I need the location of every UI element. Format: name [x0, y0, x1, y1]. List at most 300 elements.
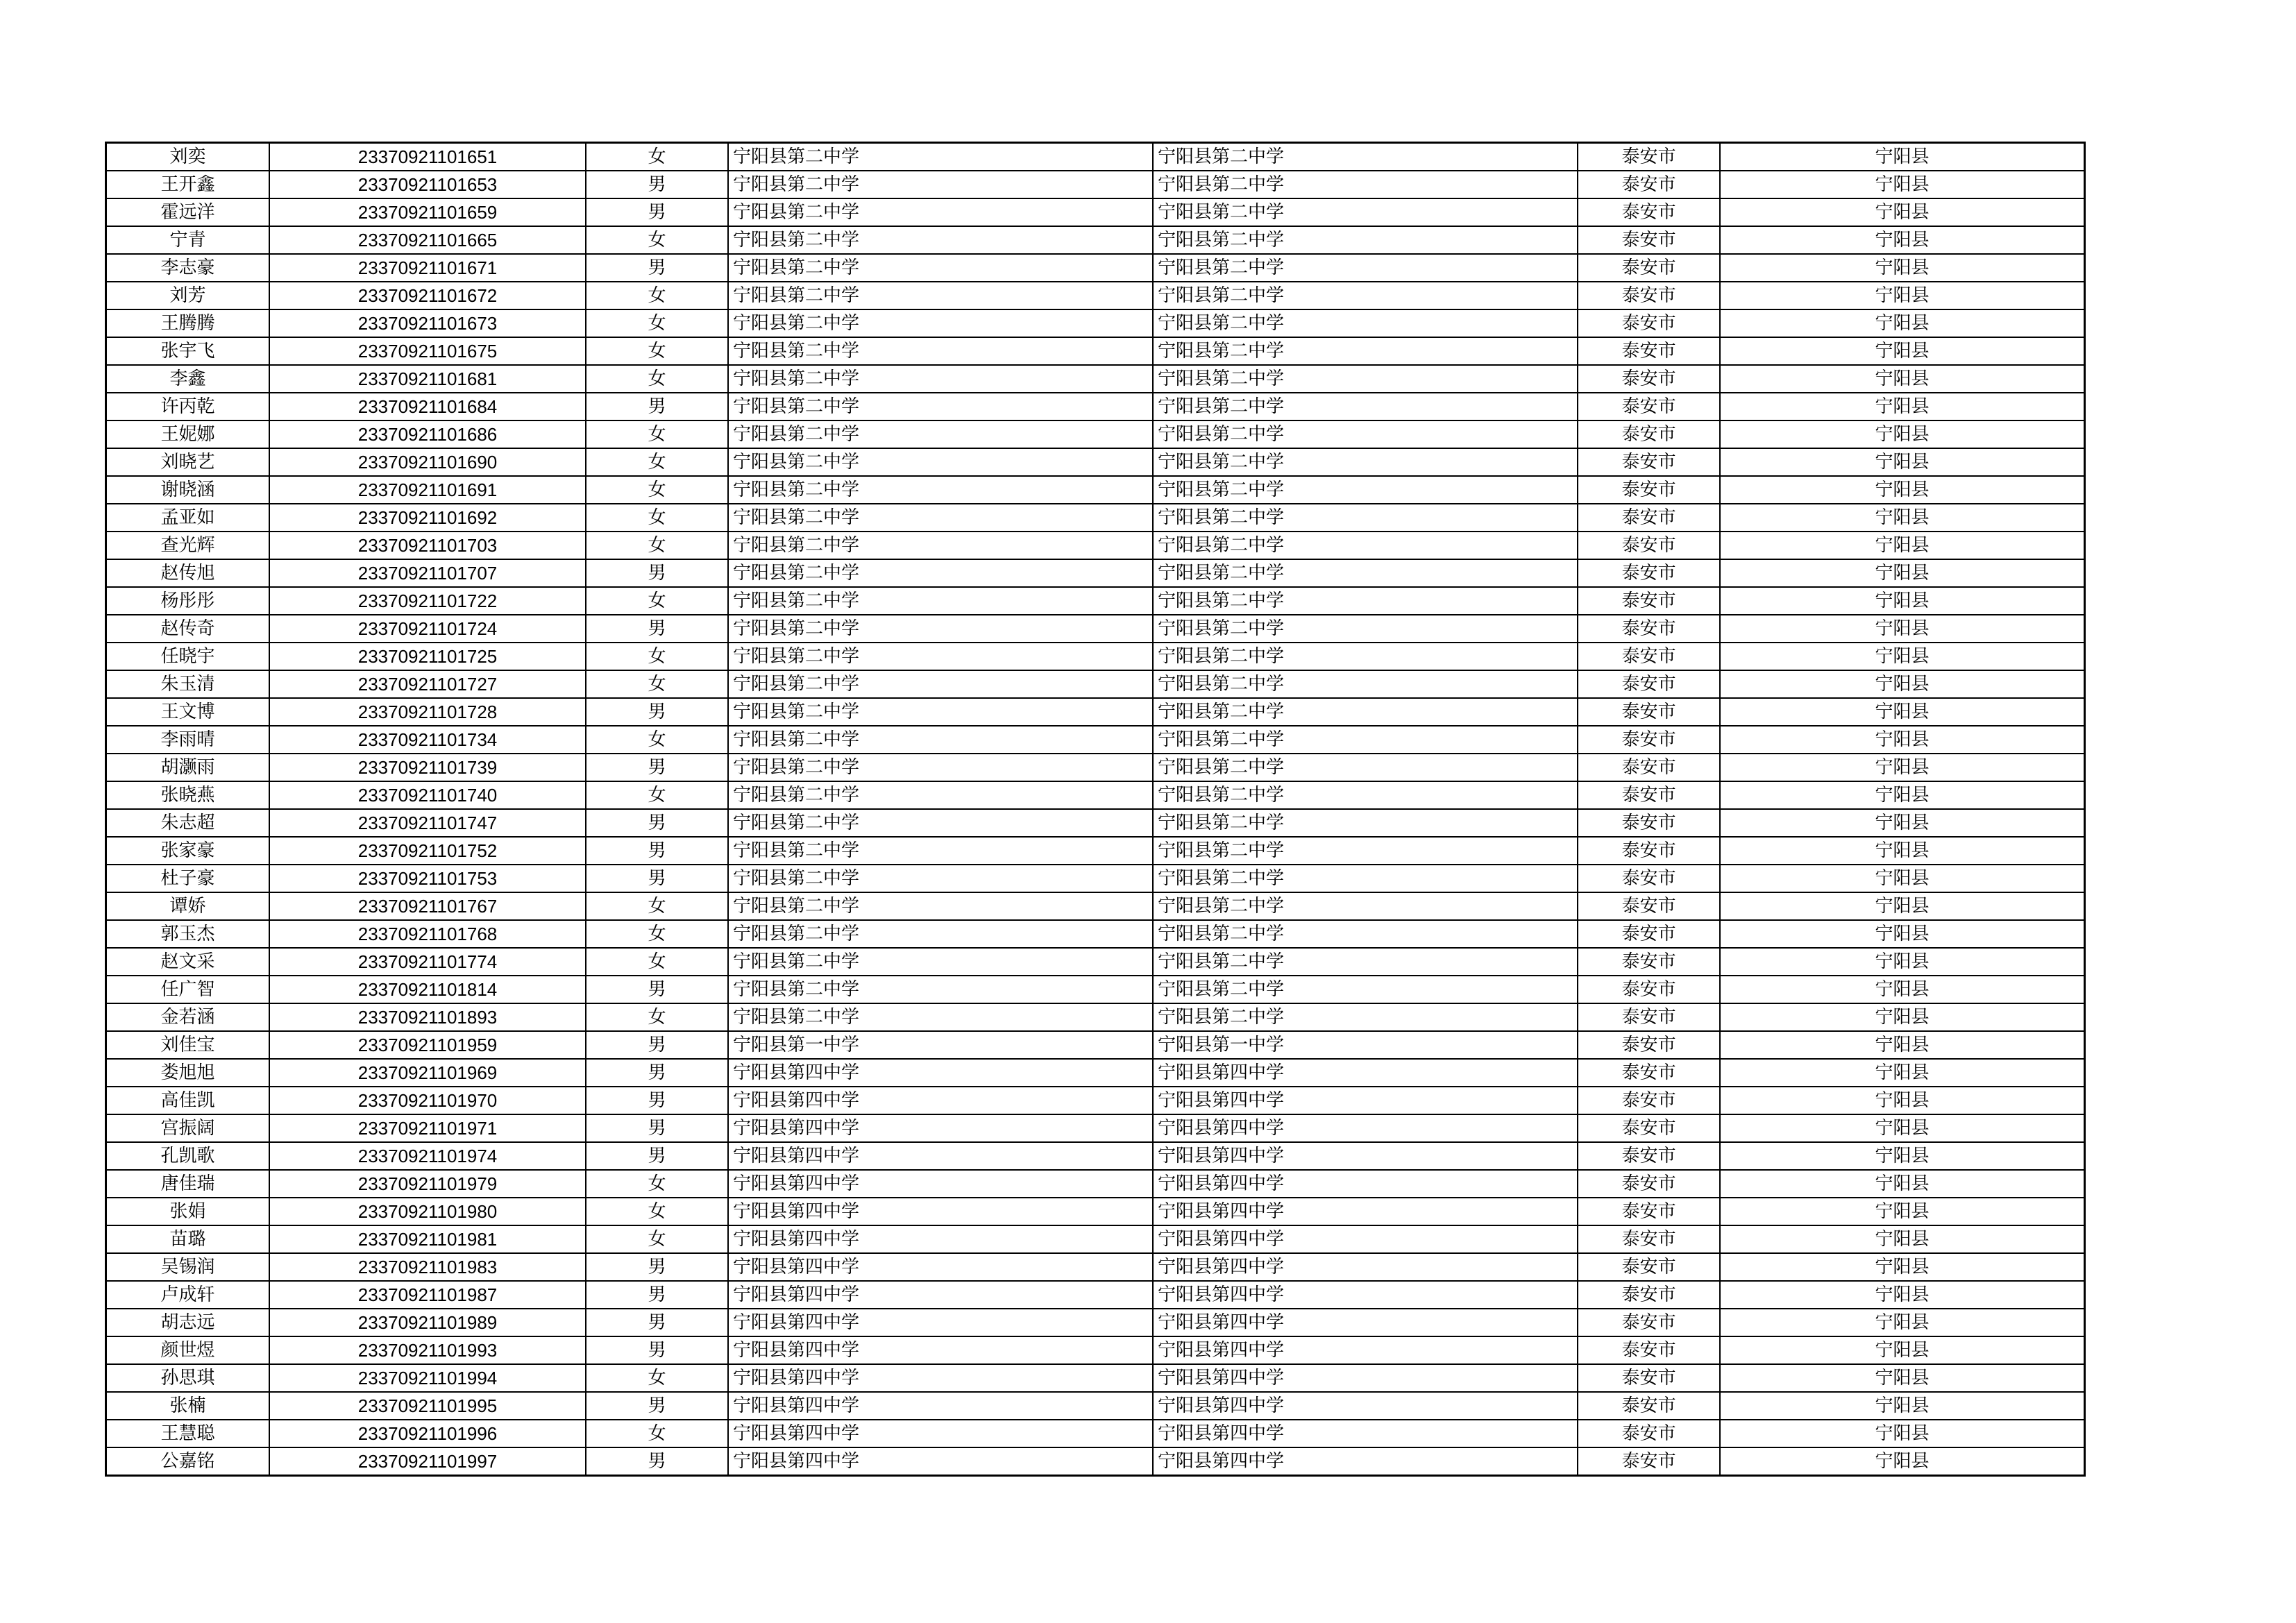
school-cell: 宁阳县第二中学	[728, 393, 1153, 420]
student-name-cell: 任晓宇	[106, 643, 270, 670]
exam-id-cell: 23370921101997	[269, 1447, 586, 1476]
exam-id-cell: 23370921101980	[269, 1198, 586, 1225]
exam-id-cell: 23370921101675	[269, 337, 586, 365]
gender-cell: 女	[586, 892, 728, 920]
county-cell: 宁阳县	[1720, 1059, 2085, 1087]
table-row	[106, 171, 2085, 198]
table-row	[106, 865, 2085, 892]
county-cell: 宁阳县	[1720, 1253, 2085, 1281]
city-cell: 泰安市	[1578, 698, 1720, 726]
student-roster-table	[105, 142, 2086, 1477]
student-name-cell: 张楠	[106, 1392, 270, 1420]
gender-cell: 女	[586, 365, 728, 393]
school-cell: 宁阳县第四中学	[728, 1253, 1153, 1281]
admission-school-cell: 宁阳县第二中学	[1153, 254, 1578, 282]
admission-school-cell: 宁阳县第二中学	[1153, 476, 1578, 504]
city-cell: 泰安市	[1578, 226, 1720, 254]
gender-cell: 男	[586, 1281, 728, 1309]
gender-cell: 男	[586, 837, 728, 865]
admission-school-cell: 宁阳县第二中学	[1153, 809, 1578, 837]
admission-school-cell: 宁阳县第四中学	[1153, 1142, 1578, 1170]
gender-cell: 男	[586, 393, 728, 420]
student-name-cell: 公嘉铭	[106, 1447, 270, 1476]
county-cell: 宁阳县	[1720, 1420, 2085, 1447]
county-cell: 宁阳县	[1720, 781, 2085, 809]
county-cell: 宁阳县	[1720, 587, 2085, 615]
city-cell: 泰安市	[1578, 1281, 1720, 1309]
exam-id-cell: 23370921101692	[269, 504, 586, 532]
student-name-cell: 刘奕	[106, 143, 270, 171]
city-cell: 泰安市	[1578, 781, 1720, 809]
city-cell: 泰安市	[1578, 976, 1720, 1003]
gender-cell: 女	[586, 670, 728, 698]
city-cell: 泰安市	[1578, 615, 1720, 643]
gender-cell: 女	[586, 282, 728, 309]
student-name-cell: 张娟	[106, 1198, 270, 1225]
table-row	[106, 1003, 2085, 1031]
student-name-cell: 高佳凯	[106, 1087, 270, 1114]
exam-id-cell: 23370921101768	[269, 920, 586, 948]
student-name-cell: 任广智	[106, 976, 270, 1003]
table-row	[106, 1309, 2085, 1336]
student-name-cell: 郭玉杰	[106, 920, 270, 948]
table-row	[106, 1392, 2085, 1420]
school-cell: 宁阳县第二中学	[728, 587, 1153, 615]
gender-cell: 男	[586, 1087, 728, 1114]
city-cell: 泰安市	[1578, 1031, 1720, 1059]
gender-cell: 女	[586, 1170, 728, 1198]
exam-id-cell: 23370921101686	[269, 420, 586, 448]
gender-cell: 女	[586, 337, 728, 365]
table-row	[106, 1170, 2085, 1198]
gender-cell: 女	[586, 1420, 728, 1447]
gender-cell: 男	[586, 865, 728, 892]
student-name-cell: 宁青	[106, 226, 270, 254]
county-cell: 宁阳县	[1720, 643, 2085, 670]
city-cell: 泰安市	[1578, 1392, 1720, 1420]
county-cell: 宁阳县	[1720, 1198, 2085, 1225]
table-row	[106, 1281, 2085, 1309]
school-cell: 宁阳县第二中学	[728, 670, 1153, 698]
city-cell: 泰安市	[1578, 1225, 1720, 1253]
admission-school-cell: 宁阳县第一中学	[1153, 1031, 1578, 1059]
school-cell: 宁阳县第二中学	[728, 698, 1153, 726]
county-cell: 宁阳县	[1720, 309, 2085, 337]
school-cell: 宁阳县第二中学	[728, 420, 1153, 448]
table-row	[106, 504, 2085, 532]
student-name-cell: 唐佳瑞	[106, 1170, 270, 1198]
city-cell: 泰安市	[1578, 309, 1720, 337]
city-cell: 泰安市	[1578, 643, 1720, 670]
school-cell: 宁阳县第二中学	[728, 337, 1153, 365]
school-cell: 宁阳县第二中学	[728, 643, 1153, 670]
county-cell: 宁阳县	[1720, 1031, 2085, 1059]
school-cell: 宁阳县第二中学	[728, 476, 1153, 504]
student-name-cell: 王慧聪	[106, 1420, 270, 1447]
admission-school-cell: 宁阳县第二中学	[1153, 643, 1578, 670]
county-cell: 宁阳县	[1720, 143, 2085, 171]
school-cell: 宁阳县第二中学	[728, 920, 1153, 948]
city-cell: 泰安市	[1578, 1003, 1720, 1031]
county-cell: 宁阳县	[1720, 809, 2085, 837]
county-cell: 宁阳县	[1720, 448, 2085, 476]
exam-id-cell: 23370921101971	[269, 1114, 586, 1142]
table-row	[106, 1087, 2085, 1114]
city-cell: 泰安市	[1578, 532, 1720, 559]
gender-cell: 男	[586, 1142, 728, 1170]
county-cell: 宁阳县	[1720, 1447, 2085, 1476]
table-row	[106, 837, 2085, 865]
school-cell: 宁阳县第一中学	[728, 1031, 1153, 1059]
county-cell: 宁阳县	[1720, 393, 2085, 420]
admission-school-cell: 宁阳县第二中学	[1153, 587, 1578, 615]
admission-school-cell: 宁阳县第二中学	[1153, 448, 1578, 476]
gender-cell: 男	[586, 1447, 728, 1476]
county-cell: 宁阳县	[1720, 254, 2085, 282]
county-cell: 宁阳县	[1720, 1364, 2085, 1392]
table-row	[106, 920, 2085, 948]
exam-id-cell: 23370921101691	[269, 476, 586, 504]
admission-school-cell: 宁阳县第二中学	[1153, 143, 1578, 171]
admission-school-cell: 宁阳县第二中学	[1153, 504, 1578, 532]
gender-cell: 女	[586, 504, 728, 532]
gender-cell: 男	[586, 1309, 728, 1336]
exam-id-cell: 23370921101673	[269, 309, 586, 337]
student-name-cell: 孔凯歌	[106, 1142, 270, 1170]
student-name-cell: 王腾腾	[106, 309, 270, 337]
county-cell: 宁阳县	[1720, 1281, 2085, 1309]
student-name-cell: 苗璐	[106, 1225, 270, 1253]
city-cell: 泰安市	[1578, 809, 1720, 837]
gender-cell: 女	[586, 1364, 728, 1392]
city-cell: 泰安市	[1578, 198, 1720, 226]
city-cell: 泰安市	[1578, 420, 1720, 448]
admission-school-cell: 宁阳县第二中学	[1153, 1003, 1578, 1031]
table-row	[106, 420, 2085, 448]
student-name-cell: 娄旭旭	[106, 1059, 270, 1087]
gender-cell: 男	[586, 1059, 728, 1087]
school-cell: 宁阳县第四中学	[728, 1447, 1153, 1476]
table-row	[106, 643, 2085, 670]
admission-school-cell: 宁阳县第四中学	[1153, 1059, 1578, 1087]
table-row	[106, 1114, 2085, 1142]
school-cell: 宁阳县第二中学	[728, 809, 1153, 837]
table-row	[106, 1420, 2085, 1447]
exam-id-cell: 23370921101989	[269, 1309, 586, 1336]
exam-id-cell: 23370921101983	[269, 1253, 586, 1281]
table-row	[106, 1225, 2085, 1253]
gender-cell: 男	[586, 976, 728, 1003]
county-cell: 宁阳县	[1720, 1225, 2085, 1253]
school-cell: 宁阳县第二中学	[728, 1003, 1153, 1031]
table-row	[106, 698, 2085, 726]
table-row	[106, 559, 2085, 587]
gender-cell: 男	[586, 1031, 728, 1059]
gender-cell: 男	[586, 754, 728, 781]
county-cell: 宁阳县	[1720, 920, 2085, 948]
county-cell: 宁阳县	[1720, 198, 2085, 226]
table-row	[106, 615, 2085, 643]
student-name-cell: 赵传奇	[106, 615, 270, 643]
admission-school-cell: 宁阳县第二中学	[1153, 337, 1578, 365]
student-name-cell: 颜世煜	[106, 1336, 270, 1364]
table-row	[106, 1031, 2085, 1059]
gender-cell: 女	[586, 309, 728, 337]
city-cell: 泰安市	[1578, 1114, 1720, 1142]
gender-cell: 女	[586, 143, 728, 171]
table-row	[106, 587, 2085, 615]
table-row	[106, 448, 2085, 476]
student-name-cell: 刘佳宝	[106, 1031, 270, 1059]
county-cell: 宁阳县	[1720, 837, 2085, 865]
student-name-cell: 王妮娜	[106, 420, 270, 448]
admission-school-cell: 宁阳县第四中学	[1153, 1170, 1578, 1198]
county-cell: 宁阳县	[1720, 532, 2085, 559]
city-cell: 泰安市	[1578, 254, 1720, 282]
exam-id-cell: 23370921101974	[269, 1142, 586, 1170]
exam-id-cell: 23370921101724	[269, 615, 586, 643]
admission-school-cell: 宁阳县第二中学	[1153, 615, 1578, 643]
student-name-cell: 赵传旭	[106, 559, 270, 587]
student-name-cell: 李志豪	[106, 254, 270, 282]
gender-cell: 女	[586, 920, 728, 948]
city-cell: 泰安市	[1578, 559, 1720, 587]
admission-school-cell: 宁阳县第二中学	[1153, 976, 1578, 1003]
table-row	[106, 254, 2085, 282]
city-cell: 泰安市	[1578, 1447, 1720, 1476]
city-cell: 泰安市	[1578, 393, 1720, 420]
admission-school-cell: 宁阳县第二中学	[1153, 365, 1578, 393]
county-cell: 宁阳县	[1720, 226, 2085, 254]
school-cell: 宁阳县第二中学	[728, 254, 1153, 282]
exam-id-cell: 23370921101734	[269, 726, 586, 754]
city-cell: 泰安市	[1578, 365, 1720, 393]
admission-school-cell: 宁阳县第二中学	[1153, 670, 1578, 698]
gender-cell: 男	[586, 1336, 728, 1364]
gender-cell: 男	[586, 1392, 728, 1420]
gender-cell: 男	[586, 809, 728, 837]
school-cell: 宁阳县第二中学	[728, 532, 1153, 559]
exam-id-cell: 23370921101690	[269, 448, 586, 476]
city-cell: 泰安市	[1578, 448, 1720, 476]
student-name-cell: 胡灏雨	[106, 754, 270, 781]
roster-body	[106, 143, 2085, 1476]
city-cell: 泰安市	[1578, 282, 1720, 309]
city-cell: 泰安市	[1578, 587, 1720, 615]
exam-id-cell: 23370921101752	[269, 837, 586, 865]
county-cell: 宁阳县	[1720, 892, 2085, 920]
table-row	[106, 670, 2085, 698]
admission-school-cell: 宁阳县第四中学	[1153, 1364, 1578, 1392]
city-cell: 泰安市	[1578, 726, 1720, 754]
exam-id-cell: 23370921101995	[269, 1392, 586, 1420]
student-name-cell: 谭娇	[106, 892, 270, 920]
gender-cell: 女	[586, 1225, 728, 1253]
exam-id-cell: 23370921101987	[269, 1281, 586, 1309]
exam-id-cell: 23370921101994	[269, 1364, 586, 1392]
admission-school-cell: 宁阳县第四中学	[1153, 1253, 1578, 1281]
city-cell: 泰安市	[1578, 476, 1720, 504]
exam-id-cell: 23370921101665	[269, 226, 586, 254]
gender-cell: 女	[586, 781, 728, 809]
student-name-cell: 金若涵	[106, 1003, 270, 1031]
table-row	[106, 476, 2085, 504]
school-cell: 宁阳县第四中学	[728, 1420, 1153, 1447]
city-cell: 泰安市	[1578, 1087, 1720, 1114]
student-name-cell: 刘芳	[106, 282, 270, 309]
county-cell: 宁阳县	[1720, 670, 2085, 698]
gender-cell: 女	[586, 587, 728, 615]
gender-cell: 女	[586, 448, 728, 476]
school-cell: 宁阳县第四中学	[728, 1364, 1153, 1392]
city-cell: 泰安市	[1578, 1198, 1720, 1225]
admission-school-cell: 宁阳县第二中学	[1153, 726, 1578, 754]
city-cell: 泰安市	[1578, 1059, 1720, 1087]
county-cell: 宁阳县	[1720, 504, 2085, 532]
admission-school-cell: 宁阳县第二中学	[1153, 948, 1578, 976]
school-cell: 宁阳县第四中学	[728, 1059, 1153, 1087]
student-name-cell: 赵文采	[106, 948, 270, 976]
table-row	[106, 365, 2085, 393]
student-name-cell: 张家豪	[106, 837, 270, 865]
city-cell: 泰安市	[1578, 670, 1720, 698]
admission-school-cell: 宁阳县第四中学	[1153, 1281, 1578, 1309]
gender-cell: 男	[586, 254, 728, 282]
gender-cell: 女	[586, 476, 728, 504]
admission-school-cell: 宁阳县第二中学	[1153, 781, 1578, 809]
admission-school-cell: 宁阳县第二中学	[1153, 865, 1578, 892]
exam-id-cell: 23370921101814	[269, 976, 586, 1003]
school-cell: 宁阳县第二中学	[728, 559, 1153, 587]
table-row	[106, 226, 2085, 254]
exam-id-cell: 23370921101672	[269, 282, 586, 309]
exam-id-cell: 23370921101996	[269, 1420, 586, 1447]
gender-cell: 男	[586, 615, 728, 643]
county-cell: 宁阳县	[1720, 559, 2085, 587]
school-cell: 宁阳县第二中学	[728, 226, 1153, 254]
city-cell: 泰安市	[1578, 837, 1720, 865]
student-name-cell: 杨彤彤	[106, 587, 270, 615]
city-cell: 泰安市	[1578, 892, 1720, 920]
gender-cell: 女	[586, 226, 728, 254]
table-row	[106, 1336, 2085, 1364]
city-cell: 泰安市	[1578, 1170, 1720, 1198]
table-row	[106, 143, 2085, 171]
admission-school-cell: 宁阳县第四中学	[1153, 1114, 1578, 1142]
student-name-cell: 张晓燕	[106, 781, 270, 809]
county-cell: 宁阳县	[1720, 1392, 2085, 1420]
exam-id-cell: 23370921101959	[269, 1031, 586, 1059]
gender-cell: 女	[586, 1198, 728, 1225]
gender-cell: 男	[586, 171, 728, 198]
student-name-cell: 杜子豪	[106, 865, 270, 892]
county-cell: 宁阳县	[1720, 1336, 2085, 1364]
student-name-cell: 查光辉	[106, 532, 270, 559]
exam-id-cell: 23370921101707	[269, 559, 586, 587]
exam-id-cell: 23370921101979	[269, 1170, 586, 1198]
gender-cell: 女	[586, 948, 728, 976]
school-cell: 宁阳县第四中学	[728, 1309, 1153, 1336]
school-cell: 宁阳县第二中学	[728, 504, 1153, 532]
table-row	[106, 1364, 2085, 1392]
exam-id-cell: 23370921101893	[269, 1003, 586, 1031]
school-cell: 宁阳县第四中学	[728, 1336, 1153, 1364]
student-name-cell: 卢成轩	[106, 1281, 270, 1309]
table-row	[106, 198, 2085, 226]
student-name-cell: 李鑫	[106, 365, 270, 393]
student-name-cell: 孙思琪	[106, 1364, 270, 1392]
admission-school-cell: 宁阳县第二中学	[1153, 282, 1578, 309]
admission-school-cell: 宁阳县第二中学	[1153, 309, 1578, 337]
exam-id-cell: 23370921101727	[269, 670, 586, 698]
student-name-cell: 霍远洋	[106, 198, 270, 226]
county-cell: 宁阳县	[1720, 171, 2085, 198]
gender-cell: 女	[586, 532, 728, 559]
county-cell: 宁阳县	[1720, 1003, 2085, 1031]
school-cell: 宁阳县第四中学	[728, 1142, 1153, 1170]
gender-cell: 女	[586, 1003, 728, 1031]
student-name-cell: 王开鑫	[106, 171, 270, 198]
table-row	[106, 1253, 2085, 1281]
school-cell: 宁阳县第二中学	[728, 365, 1153, 393]
county-cell: 宁阳县	[1720, 1142, 2085, 1170]
school-cell: 宁阳县第二中学	[728, 976, 1153, 1003]
table-row	[106, 1447, 2085, 1476]
county-cell: 宁阳县	[1720, 1309, 2085, 1336]
table-row	[106, 393, 2085, 420]
gender-cell: 男	[586, 1114, 728, 1142]
city-cell: 泰安市	[1578, 920, 1720, 948]
student-name-cell: 王文博	[106, 698, 270, 726]
admission-school-cell: 宁阳县第二中学	[1153, 532, 1578, 559]
admission-school-cell: 宁阳县第二中学	[1153, 393, 1578, 420]
school-cell: 宁阳县第四中学	[728, 1198, 1153, 1225]
city-cell: 泰安市	[1578, 1420, 1720, 1447]
school-cell: 宁阳县第二中学	[728, 781, 1153, 809]
table-row	[106, 337, 2085, 365]
table-row	[106, 892, 2085, 920]
admission-school-cell: 宁阳县第四中学	[1153, 1447, 1578, 1476]
gender-cell: 男	[586, 559, 728, 587]
admission-school-cell: 宁阳县第二中学	[1153, 920, 1578, 948]
school-cell: 宁阳县第四中学	[728, 1281, 1153, 1309]
exam-id-cell: 23370921101681	[269, 365, 586, 393]
table-row	[106, 781, 2085, 809]
county-cell: 宁阳县	[1720, 948, 2085, 976]
exam-id-cell: 23370921101722	[269, 587, 586, 615]
school-cell: 宁阳县第二中学	[728, 948, 1153, 976]
school-cell: 宁阳县第四中学	[728, 1392, 1153, 1420]
student-name-cell: 刘晓艺	[106, 448, 270, 476]
exam-id-cell: 23370921101728	[269, 698, 586, 726]
school-cell: 宁阳县第二中学	[728, 754, 1153, 781]
county-cell: 宁阳县	[1720, 337, 2085, 365]
school-cell: 宁阳县第二中学	[728, 448, 1153, 476]
city-cell: 泰安市	[1578, 754, 1720, 781]
city-cell: 泰安市	[1578, 1309, 1720, 1336]
city-cell: 泰安市	[1578, 337, 1720, 365]
table-row	[106, 282, 2085, 309]
exam-id-cell: 23370921101684	[269, 393, 586, 420]
school-cell: 宁阳县第二中学	[728, 198, 1153, 226]
city-cell: 泰安市	[1578, 171, 1720, 198]
exam-id-cell: 23370921101739	[269, 754, 586, 781]
exam-id-cell: 23370921101747	[269, 809, 586, 837]
admission-school-cell: 宁阳县第四中学	[1153, 1392, 1578, 1420]
exam-id-cell: 23370921101651	[269, 143, 586, 171]
county-cell: 宁阳县	[1720, 865, 2085, 892]
school-cell: 宁阳县第二中学	[728, 892, 1153, 920]
